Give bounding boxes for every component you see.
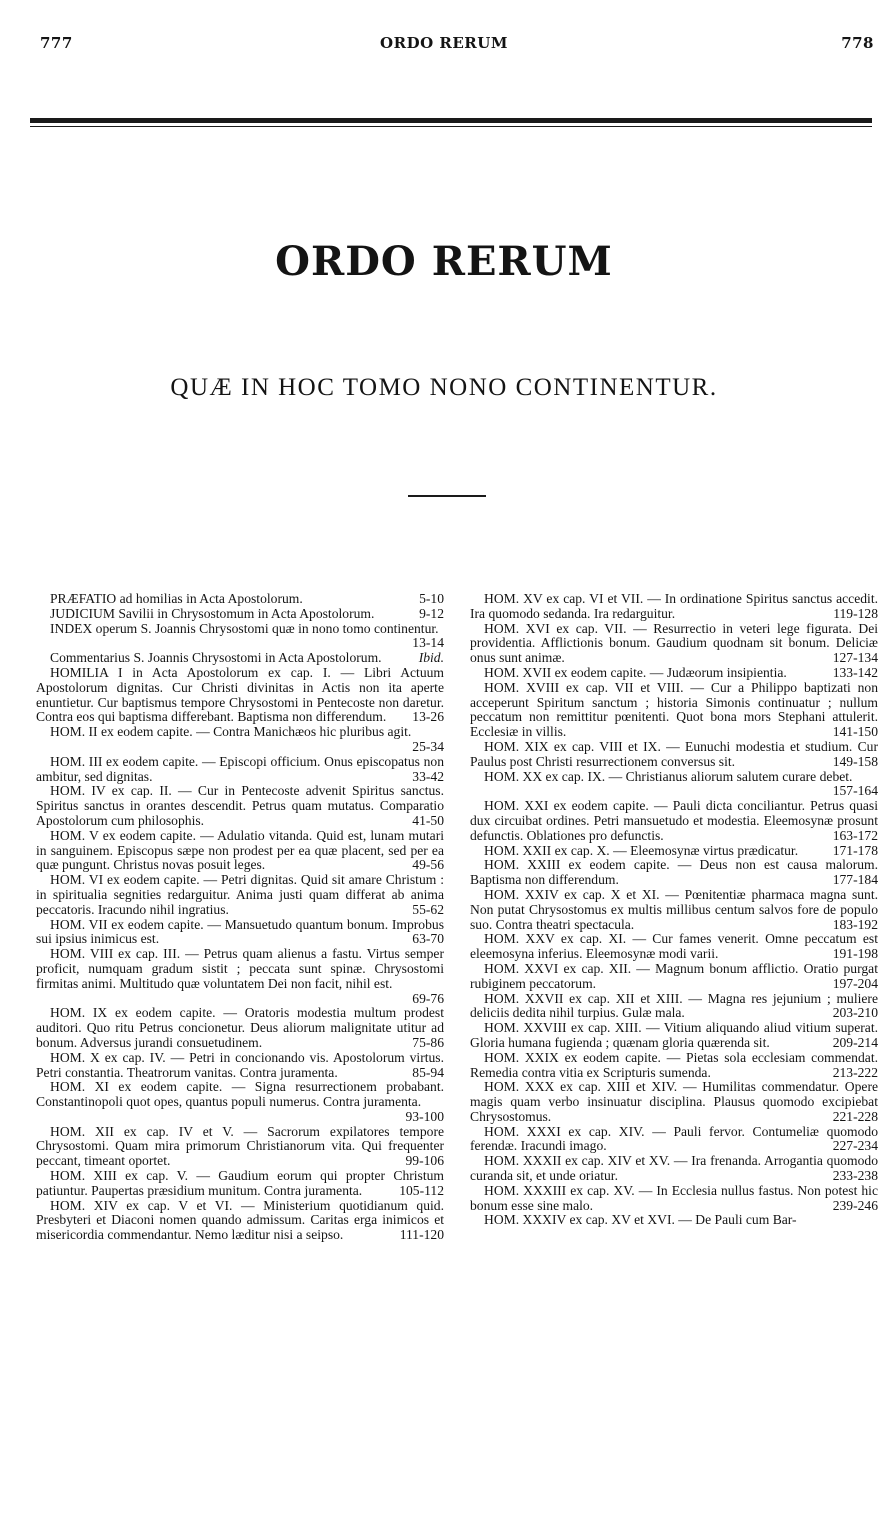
index-entry (470, 932, 878, 962)
entry-page-range: 63-70 (412, 931, 444, 947)
entry-page-range: 213-222 (832, 1064, 878, 1080)
entry-page-range: 203-210 (832, 1005, 878, 1021)
entry-text: HOM. XXIX ex eodem capite. — Pietas sola ecclesiam commendat. Remedia contra vitia ex Scripturis sumenda. (470, 1049, 878, 1080)
index-entry (470, 992, 878, 1022)
entry-page-range: 163-172 (832, 827, 878, 843)
entry-text: HOM. XXXII ex cap. XIV et XV. — Ira frenanda. Arrogantia quomodo curanda sit, et unde oriatur. (470, 1153, 878, 1184)
entry-text: PRÆFATIO ad homilias in Acta Apostolorum. (50, 591, 303, 606)
entry-text: HOM. III ex eodem capite. — Episcopi officium. Onus episcopatus non ambitur, sed dignitas. (36, 753, 444, 784)
entry-page-range: 99-106 (405, 1153, 444, 1169)
entry-text: HOM. XXII ex cap. X. — Eleemosynæ virtus prædicatur. (484, 842, 799, 858)
index-entry (470, 1213, 878, 1228)
running-title: ORDO RERUM (380, 34, 508, 52)
index-entry (470, 888, 878, 932)
entry-page-range: 233-238 (832, 1168, 878, 1184)
entry-page-range: 93-100 (405, 1108, 444, 1124)
entry-page-range: 127-134 (832, 650, 878, 666)
index-entry (470, 1051, 878, 1081)
entry-page-range: 141-150 (832, 724, 878, 740)
entry-text: HOM. XVII ex eodem capite. — Judæorum insipientia. (484, 664, 787, 680)
index-entry (36, 784, 444, 828)
entry-page-range: 41-50 (412, 812, 444, 828)
index-entry (36, 622, 444, 652)
entry-text: INDEX operum S. Joannis Chrysostomi quæ in nono tomo continentur. (50, 620, 439, 636)
index-entry (470, 1154, 878, 1184)
index-entry (36, 725, 444, 755)
entry-text: HOM. XXVI ex cap. XII. — Magnum bonum afflictio. Oratio purgat rubiginem peccatorum. (470, 960, 878, 991)
index-entry (36, 947, 444, 1006)
entry-page-range: 13-14 (412, 635, 444, 651)
index-entry (470, 740, 878, 770)
entry-text: HOM. VII ex eodem capite. — Mansuetudo quantum bonum. Improbus sui ipsius inimicus est. (36, 916, 444, 947)
entry-page-range: 5-10 (419, 591, 444, 606)
index-entry (470, 799, 878, 843)
entry-page-range: 75-86 (412, 1034, 444, 1050)
header-rule-thick (30, 118, 872, 123)
index-entry (36, 592, 444, 607)
index-entry (36, 1169, 444, 1199)
index-entry (36, 873, 444, 917)
entry-page-range: 49-56 (412, 857, 444, 873)
index-column-right (470, 592, 878, 1228)
entry-text: Commentarius S. Joannis Chrysostomi in Acta Apostolorum. (50, 650, 382, 666)
entry-text: HOM. XIII ex cap. V. — Gaudium eorum qui propter Christum patiuntur. Paupertas præsidium munitum. Contra juramenta. (36, 1168, 444, 1198)
entry-page-range: 119-128 (833, 605, 878, 621)
entry-text: HOM. XVIII ex cap. VII et VIII. — Cur a Philippo baptizati non acceperunt Spiritum sanctum ; historia Simonis continuatur ; nullum peccatum non remittitur pœnitenti. Quot bona mors Stephani attulerit. Ecclesiæ in villis. (470, 679, 878, 740)
entry-text: HOM. XVI ex cap. VII. — Resurrectio in veteri lege figurata. Dei providentia. Afflictionis bonum. Gaudium quodnam sit bonum. Deliciæ onus sunt animæ. (470, 620, 878, 666)
index-entry (36, 829, 444, 873)
entry-page-range: 133-142 (832, 664, 878, 680)
entry-page-range: 221-228 (832, 1108, 878, 1124)
entry-text: HOMILIA I in Acta Apostolorum ex cap. I. — Libri Actuum Apostolorum dignitas. Cur Christi divinitas in Actis non ita aperte enuntietur. Cur baptismus tempore Chrysostomi in Pentecoste non daretur. Contra eos qui baptisma differebant. Baptisma non differendum. (36, 664, 444, 725)
entry-text: HOM. XXX ex cap. XIII et XIV. — Humilitas commendatur. Opere magis quam verbo insinuatur disciplina. Plausus quomodo excipiebat Chrysostomus. (470, 1079, 878, 1124)
index-entry (36, 1125, 444, 1169)
index-entry (36, 1006, 444, 1050)
index-entry (470, 1184, 878, 1214)
entry-page-range: 197-204 (832, 975, 878, 991)
page-subtitle: QUÆ IN HOC TOMO NONO CONTINENTUR. (170, 374, 718, 401)
index-entry (470, 622, 878, 666)
entry-page-range: 85-94 (412, 1064, 444, 1080)
index-entry (470, 1125, 878, 1155)
index-entry (36, 1080, 444, 1124)
index-entry (470, 770, 878, 800)
index-entry (36, 755, 444, 785)
entry-text: HOM. X ex cap. IV. — Petri in concionando vis. Apostolorum virtus. Petri constantia. Theatrorum vanitas. Contra juramenta. (36, 1049, 444, 1080)
entry-text: HOM. XXIV ex cap. X et XI. — Pœnitentiæ pharmaca magna sunt. Non putat Chrysostomus ex multis millibus centum salvos fore de populo suo. Contra theatri spectacula. (470, 886, 878, 932)
index-entry (470, 592, 878, 622)
entry-text: HOM. IX ex eodem capite. — Oratoris modestia multum prodest auditori. Quo ritu Petrus concionetur. Deus aliorum malignitate utitur ad bonum. Adversus jurandi consuetudinem. (36, 1005, 444, 1050)
index-entry (36, 666, 444, 725)
index-entry (470, 858, 878, 888)
entry-text: HOM. XXI ex eodem capite. — Pauli dicta conciliantur. Petrus quasi dux circuibat ordines. Petri mansuetudo et modestia. Eleemosynæ prosunt defunctis. Oblationes pro defunctis. (470, 798, 878, 843)
index-entry (470, 1021, 878, 1051)
entry-text: HOM. IV ex cap. II. — Cur in Pentecoste advenit Spiritus sanctus. Spiritus sanctus in orantes descendit. Petrus quam mutatus. Comparatio Apostolorum cum philosophis. (36, 783, 444, 828)
entry-text: JUDICIUM Savilii in Chrysostomum in Acta Apostolorum. (50, 605, 375, 621)
entry-page-range: 209-214 (832, 1034, 878, 1050)
entry-text: HOM. XXIII ex eodem capite. — Deus non est causa malorum. Baptisma non differendum. (470, 857, 878, 888)
entry-page-range: 111-120 (399, 1227, 444, 1243)
entry-page-range: 105-112 (399, 1182, 444, 1198)
entry-text: HOM. VI ex eodem capite. — Petri dignitas. Quid sit amare Christum : in spiritualia segnities redarguitur. Anima justi quam differat ab anima peccatoris. Iracundo nihil ingratius. (36, 872, 444, 917)
running-head (0, 34, 888, 56)
page-number-right: 778 (841, 34, 874, 52)
index-entry (470, 681, 878, 740)
index-entry (470, 962, 878, 992)
index-entry (470, 666, 878, 681)
entry-page-range: 13-26 (412, 709, 444, 725)
entry-text: HOM. V ex eodem capite. — Adulatio vitanda. Quid est, lunam mutari in sanguinem. Episcopus sæpe non prodest per ea quæ placent, sed per ea quæ pungunt. Christus novas posuit leges. (36, 827, 444, 873)
entry-text: HOM. XV ex cap. VI et VII. — In ordinatione Spiritus sanctus accedit. Ira quomodo sedanda. Ira redarguitur. (470, 591, 878, 621)
entry-page-range: 69-76 (412, 990, 444, 1006)
entry-page-range: 191-198 (832, 946, 878, 962)
index-entry (36, 918, 444, 948)
entry-text: HOM. XXXIV ex cap. XV et XVI. — De Pauli cum Bar- (484, 1212, 797, 1228)
entry-text: HOM. XXVII ex cap. XII et XIII. — Magna res jejunium ; muliere deliciis dedita nihil turpius. Gulæ mala. (470, 990, 878, 1021)
entry-page-range: 239-246 (832, 1197, 878, 1213)
entry-text: HOM. XXXIII ex cap. XV. — In Ecclesia nullus fastus. Non potest hic bonum esse sine malo. (470, 1182, 878, 1213)
entry-text: HOM. II ex eodem capite. — Contra Manichæos hic pluribus agit. (50, 724, 412, 740)
entry-text: HOM. XIX ex cap. VIII et IX. — Eunuchi modestia et studium. Cur Paulus post Christi resurrectionem conversus sit. (470, 738, 878, 769)
entry-page-range: Ibid. (418, 650, 444, 666)
entry-text: HOM. XX ex cap. IX. — Christianus aliorum salutem curare debet. (484, 768, 853, 784)
entry-page-range: 227-234 (832, 1138, 878, 1154)
index-entry (470, 844, 878, 859)
title-divider (408, 495, 486, 497)
entry-page-range: 183-192 (832, 916, 878, 932)
index-entry (36, 651, 444, 666)
index-entry (36, 1199, 444, 1243)
index-column-left (36, 592, 444, 1243)
entry-page-range: 33-42 (412, 768, 444, 784)
entry-page-range: 9-12 (419, 605, 444, 621)
entry-text: HOM. VIII ex cap. III. — Petrus quam alienus a fastu. Virtus semper proficit, numquam gradum sistit ; peccata sunt spinæ. Chrysostomi firmitas animi. Multitudo quæ voluntatem Dei non facit, nihil est. (36, 946, 444, 991)
entry-text: HOM. XIV ex cap. V et VI. — Ministerium quotidianum quid. Presbyteri et Diaconi nomen quando admissum. Caritas erga inimicos et misericordia commendantur. Nemo læditur nisi a seipso. (36, 1197, 444, 1243)
entry-text: HOM. XI ex eodem capite. — Signa resurrectionem probabant. Constantinopoli quot opes, quantus populi numerus. Contra juramenta. (36, 1079, 444, 1110)
index-entry (470, 1080, 878, 1124)
index-entry (36, 1051, 444, 1081)
header-rule-thin (30, 126, 872, 127)
entry-page-range: 55-62 (412, 901, 444, 917)
entry-page-range: 171-178 (832, 842, 878, 858)
entry-page-range: 157-164 (832, 783, 878, 799)
page-title: ORDO RERUM (275, 238, 613, 285)
entry-text: HOM. XXV ex cap. XI. — Cur fames venerit. Omne peccatum est eleemosyna inferius. Eleemosynæ modi varii. (470, 931, 878, 962)
entry-page-range: 177-184 (832, 872, 878, 888)
entry-text: HOM. XXVIII ex cap. XIII. — Vitium aliquando aliud vitium superat. Gloria humana fugienda ; quænam gloria quærenda sit. (470, 1020, 878, 1050)
entry-text: HOM. XXXI ex cap. XIV. — Pauli fervor. Contumeliæ quomodo ferendæ. Iracundi imago. (470, 1123, 878, 1154)
index-entry (36, 607, 444, 622)
page-number-left: 777 (40, 34, 73, 52)
entry-page-range: 149-158 (832, 753, 878, 769)
entry-page-range: 25-34 (412, 738, 444, 754)
entry-text: HOM. XII ex cap. IV et V. — Sacrorum expilatores tempore Chrysostomi. Quam mira primorum Christianorum vita. Qui frequenter peccant, timeant oportet. (36, 1123, 444, 1169)
